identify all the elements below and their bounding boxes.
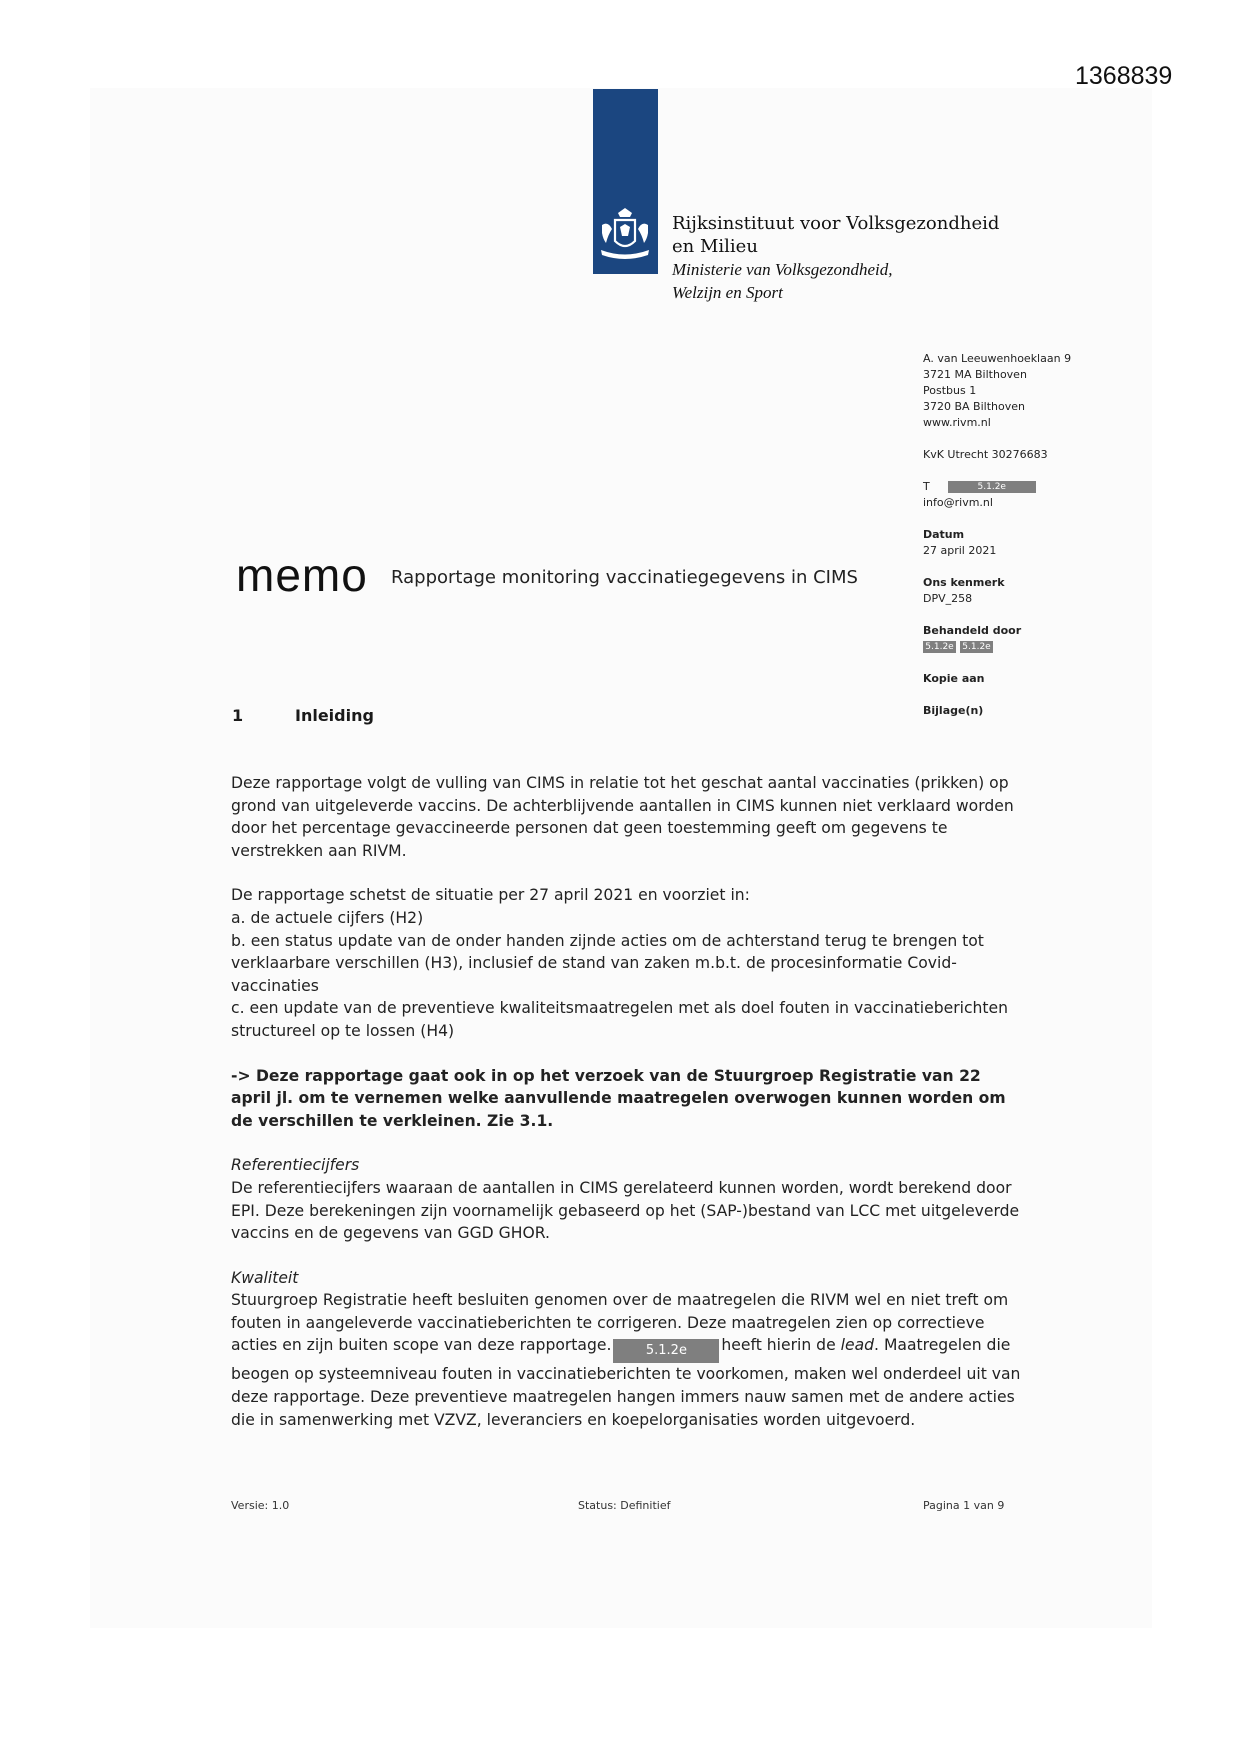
memo-title: Rapportage monitoring vaccinatiegegevens in CIMS [391, 567, 858, 588]
scope-item-a: a. de actuele cijfers (H2) [231, 908, 424, 927]
address-line: Postbus 1 [923, 384, 977, 397]
logo-line-1: Rijksinstituut voor Volksgezondheid [672, 213, 1000, 234]
kwaliteit-text-1: Stuurgroep Registratie heeft besluiten genomen over de maatregelen die RIVM wel en niet treft om fouten in aangeleverde vaccinatieberichten te corrigeren. Deze maatregelen zien op correctieve acties en zijn buiten scope van deze rapportage. [231, 1291, 1009, 1355]
kenmerk-block [923, 575, 1153, 607]
logo-line-3: Ministerie van Volksgezondheid, [672, 260, 893, 279]
scope-item-b: b. een status update van de onder handen zijnde acties om de achterstand terug te brengen tot verklaarbare verschillen (H3), inclusief de stand van zaken m.b.t. de procesinformatie Covid-vaccinaties [231, 931, 984, 995]
email-link[interactable]: info@rivm.nl [923, 496, 993, 509]
paragraph-referentie [231, 1154, 1021, 1244]
document-id: 1368839 [1075, 62, 1173, 90]
address-line: A. van Leeuwenhoeklaan 9 [923, 352, 1072, 365]
logo-line-2: en Milieu [672, 236, 758, 257]
coat-of-arms-icon [596, 205, 654, 265]
logo-text [672, 212, 999, 304]
kenmerk-value: DPV_258 [923, 592, 973, 605]
address-line: 3720 BA Bilthoven [923, 400, 1025, 413]
contact-block [923, 479, 1153, 511]
bijlage-label: Bijlage(n) [923, 704, 984, 717]
address-block [923, 351, 1153, 431]
section-number: 1 [232, 706, 244, 725]
paragraph-highlight: -> Deze rapportage gaat ook in op het verzoek van de Stuurgroep Registratie van 22 april jl. om te vernemen welke aanvullende maatregelen overwogen kunnen worden om de verschillen te verkleinen. Zie 3.1. [231, 1066, 1006, 1130]
paragraph-kwaliteit [231, 1267, 1021, 1432]
section-title: Inleiding [295, 706, 374, 725]
address-line: 3721 MA Bilthoven [923, 368, 1027, 381]
tel-label: T [923, 480, 930, 493]
datum-label: Datum [923, 528, 965, 541]
referentie-heading: Referentiecijfers [231, 1156, 360, 1175]
redaction-box: 5.1.2e [923, 641, 956, 653]
footer-pagina: Pagina 1 van 9 [923, 1499, 1005, 1512]
footer-versie: Versie: 1.0 [231, 1499, 290, 1512]
behandeld-label: Behandeld door [923, 624, 1022, 637]
redaction-box: 5.1.2e [948, 481, 1036, 493]
redaction-box: 5.1.2e [613, 1339, 719, 1363]
redaction-box: 5.1.2e [960, 641, 993, 653]
datum-value: 27 april 2021 [923, 544, 997, 557]
kwaliteit-text-2: heeft hierin de [721, 1336, 836, 1355]
logo-line-4: Welzijn en Sport [672, 283, 783, 302]
kopie-label: Kopie aan [923, 672, 985, 685]
scope-intro: De rapportage schetst de situatie per 27 april 2021 en voorziet in: [231, 886, 750, 905]
kvk-number: KvK Utrecht 30276683 [923, 448, 1048, 461]
kwaliteit-text-3: . Maatregelen die beogen op systeemniveau fouten in vaccinatieberichten te voorkomen, maken wel onderdeel uit van deze rapportage. Deze preventieve maatregelen hangen immers nauw samen met de andere acties die in samenwerking met VZVZ, leveranciers en koepelorganisaties worden uitgevoerd. [231, 1336, 1021, 1429]
kwaliteit-heading: Kwaliteit [231, 1268, 299, 1287]
kwaliteit-lead: lead [840, 1336, 875, 1355]
paragraph-intro: Deze rapportage volgt de vulling van CIMS in relatie tot het geschat aantal vaccinaties (prikken) op grond van uitgeleverde vaccins. De achterblijvende aantallen in CIMS kunnen niet verklaard worden door het percentage gevaccineerde personen dat geen toestemming geeft om gegevens te verstrekken aan RIVM. [231, 774, 1014, 860]
kenmerk-label: Ons kenmerk [923, 576, 1005, 589]
behandeld-block [923, 623, 1153, 655]
footer-status: Status: Definitief [578, 1499, 671, 1512]
scope-item-c: c. een update van de preventieve kwaliteitsmaatregelen met als doel fouten in vaccinatieberichten structureel op te lossen (H4) [231, 999, 1008, 1040]
sidebar [923, 351, 1153, 735]
website-link[interactable]: www.rivm.nl [923, 416, 991, 429]
memo-label: memo [236, 549, 368, 601]
referentie-text: De referentiecijfers waaraan de aantallen in CIMS gerelateerd kunnen worden, wordt berekend door EPI. Deze berekeningen zijn voornamelijk gebaseerd op het (SAP-)bestand van LCC met uitgeleverde vaccins en de gegevens van GGD GHOR. [231, 1178, 1020, 1243]
datum-block [923, 527, 1153, 559]
paragraph-scope [231, 884, 1021, 1042]
body-text [231, 772, 1021, 1453]
